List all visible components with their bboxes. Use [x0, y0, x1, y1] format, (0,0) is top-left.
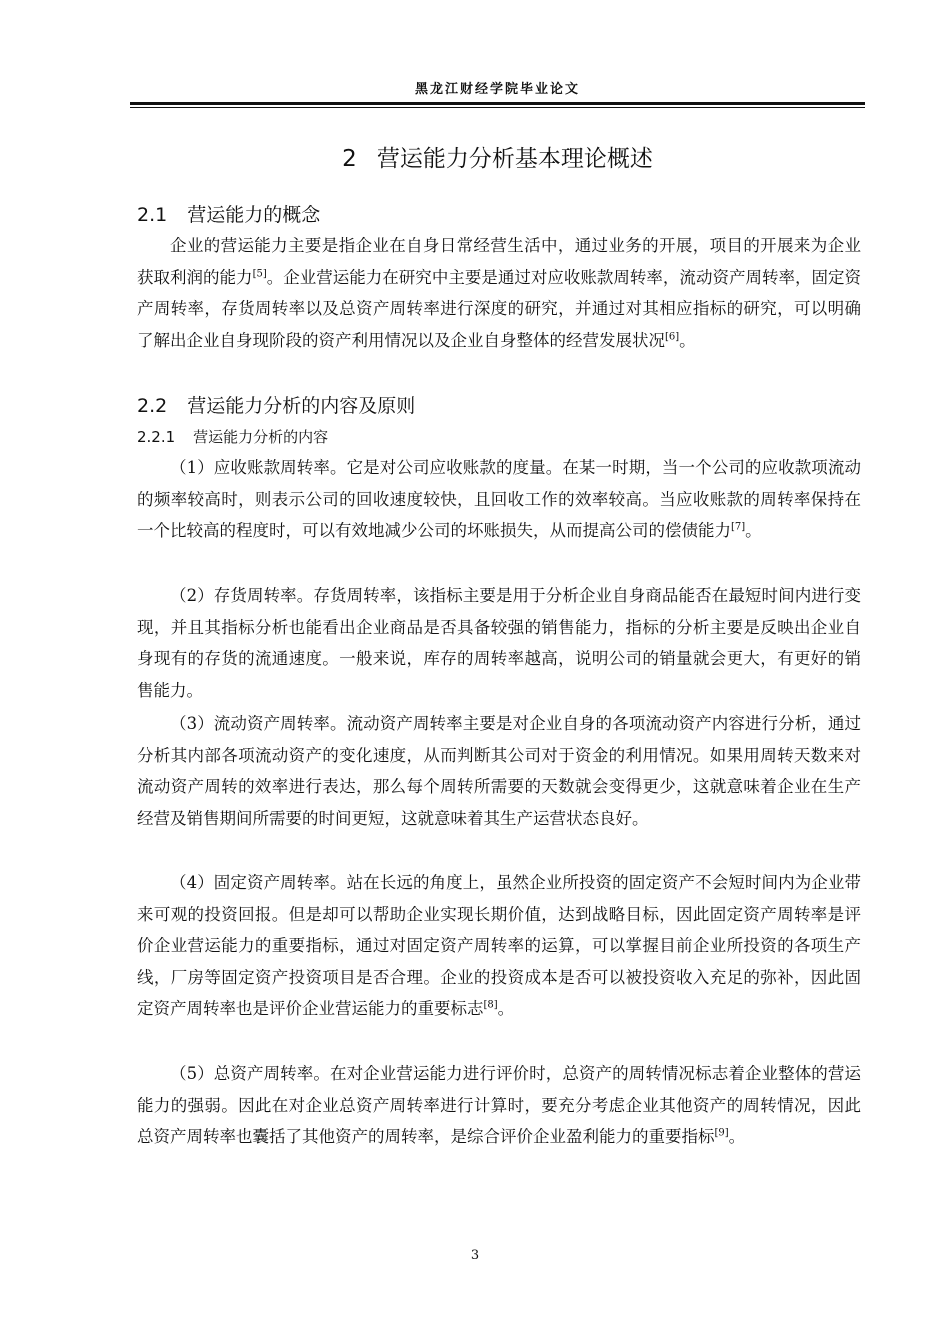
chapter-title-text: 营运能力分析基本理论概述: [376, 146, 653, 172]
section-number: 2.1: [137, 204, 168, 226]
paragraph-text: （4）固定资产周转率。站在长远的角度上，虽然企业所投资的固定资产不会短时间内为企业带来可观的投资回报。但是却可以帮助企业实现长期价值，达到战略目标，因此固定资产周转率是评价企业营运能力的重要指标，通过对固定资产周转率的运算，可以掌握目前企业所投资的各项生产线，厂房等固定资产投资项目是否合理。企业的投资成本是否可以被投资收入充足的弥补，因此固定资产周转率也是评价企业营运能力的重要标志: [137, 873, 861, 1019]
paragraph-text: 。: [745, 521, 762, 541]
section-number: 2.2: [137, 395, 168, 417]
citation: [5]: [252, 268, 267, 280]
paragraph-item-5: [137, 1058, 861, 1153]
paragraph-text: 企业的营运能力主要是指企业在自身日常经营生活中，通过业务的开展，项目的开展来为企业获取利润的能力: [137, 236, 861, 287]
section-heading-2-2: [137, 391, 415, 418]
paragraph-text: 。: [497, 999, 515, 1019]
running-header: 黑龙江财经学院毕业论文: [414, 82, 580, 97]
chapter-number: 2: [342, 146, 357, 172]
citation: [7]: [731, 521, 746, 533]
paragraph-text: （3）流动资产周转率。流动资产周转率主要是对企业自身的各项流动资产内容进行分析，通过分析其内部各项流动资产的变化速度，从而判断其公司对于资金的利用情况。如果用周转天数来对流动资产周转的效率进行表达，那么每个周转所需要的天数就会变得更少，这就意味着企业在生产经营及销售期间所需要的时间更短，这就意味着其生产运营状态良好。: [137, 714, 861, 828]
paragraph-item-4: [137, 867, 861, 1025]
section-title: 营运能力分析的内容及原则: [187, 395, 416, 417]
subsection-heading-2-2-1: [137, 426, 328, 447]
paragraph-concept: [137, 230, 861, 356]
paragraph-item-1: [137, 452, 861, 547]
header-rule-thin: [130, 107, 865, 108]
header-rule-thick: [130, 102, 865, 105]
page-number: 3: [470, 1248, 480, 1263]
paragraph-text: 。: [728, 1127, 746, 1147]
citation: [9]: [714, 1127, 729, 1139]
paragraph-item-2: [137, 580, 861, 706]
citation: [6]: [665, 331, 680, 343]
paragraph-text: （1）应收账款周转率。它是对公司应收账款的度量。在某一时期，当一个公司的应收款项流动的频率较高时，则表示公司的回收速度较快，且回收工作的效率较高。当应收账款的周转率保持在一个比较高的程度时，可以有效地减少公司的坏账损失，从而提高公司的偿债能力: [137, 458, 861, 541]
paragraph-text: 。: [679, 330, 696, 350]
paragraph-text: （5）总资产周转率。在对企业营运能力进行评价时，总资产的周转情况标志着企业整体的营运能力的强弱。因此在对企业总资产周转率进行计算时，要充分考虑企业其他资产的周转情况，因此总资产周转率也囊括了其他资产的周转率，是综合评价企业盈利能力的重要指标: [137, 1064, 861, 1147]
subsection-number: 2.2.1: [137, 428, 176, 446]
subsection-title: 营运能力分析的内容: [193, 428, 329, 446]
section-title: 营运能力的概念: [187, 204, 321, 226]
paragraph-item-3: [137, 708, 861, 834]
paragraph-text: （2）存货周转率。存货周转率，该指标主要是用于分析企业自身商品能否在最短时间内进行变现，并且其指标分析也能看出企业商品是否具备较强的销售能力，指标的分析主要是反映出企业自身现有的存货的流通速度。一般来说，库存的周转率越高，说明公司的销量就会更大，有更好的销售能力。: [137, 586, 861, 700]
citation: [8]: [483, 999, 498, 1011]
paragraph-text: 。企业营运能力在研究中主要是通过对应收账款周转率，流动资产周转率，固定资产周转率，存货周转率以及总资产周转率进行深度的研究，并通过对其相应指标的研究，可以明确了解出企业自身现阶段的资产利用情况以及企业自身整体的经营发展状况: [137, 267, 862, 350]
section-heading-2-1: [137, 200, 320, 227]
chapter-title: [130, 140, 865, 173]
